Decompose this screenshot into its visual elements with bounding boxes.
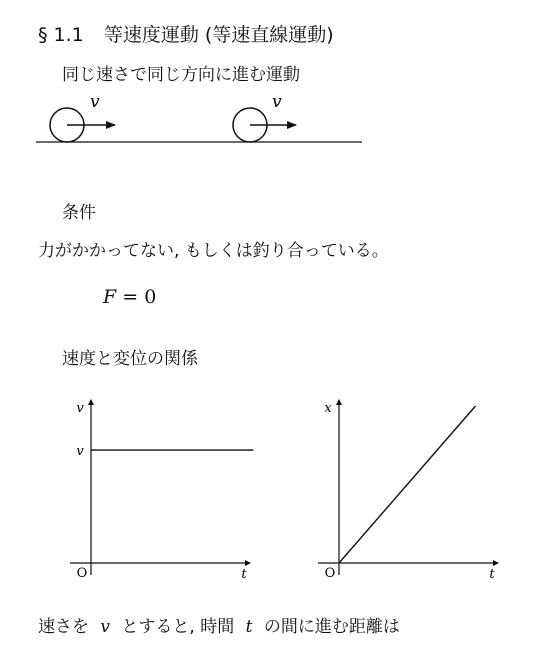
y-axis-label: v [76,401,84,416]
y-axis-label: x [324,401,332,416]
section-number: 1.1 [53,24,84,46]
footer-text [38,612,400,637]
velocity-label-1: v [90,92,100,112]
section-title-text: 等速度運動 (等速直線運動) [103,24,334,46]
series-line-0 [339,406,476,563]
equation-lhs: F [103,286,117,308]
section-title [38,20,334,47]
equation [103,286,156,308]
x-axis-label: t [489,567,495,582]
footer-part-1: 速さを [38,617,89,637]
x-axis-label: t [241,567,247,582]
relation-heading: 速度と変位の関係 [62,349,198,369]
conditions-text: 力がかかってない, もしくは釣り合っている。 [38,241,389,261]
velocity-label-2: v [272,92,282,112]
footer-var-t: t [245,617,253,637]
section-symbol: § [38,24,48,46]
displacement-time-chart [318,390,508,590]
conditions-heading: 条件 [62,203,96,223]
equation-operator: = [122,286,139,308]
footer-part-2: とすると, 時間 [121,617,235,637]
velocity-time-chart [70,390,270,590]
motion-figure [0,85,400,155]
footer-var-v: v [100,617,111,637]
subtitle: 同じ速さで同じ方向に進む運動 [62,65,300,85]
equation-rhs: 0 [144,286,157,308]
origin-label: O [76,566,88,581]
footer-part-3: の間に進む距離は [263,617,400,637]
origin-label: O [324,566,336,581]
constant-value-label: v [76,444,84,460]
